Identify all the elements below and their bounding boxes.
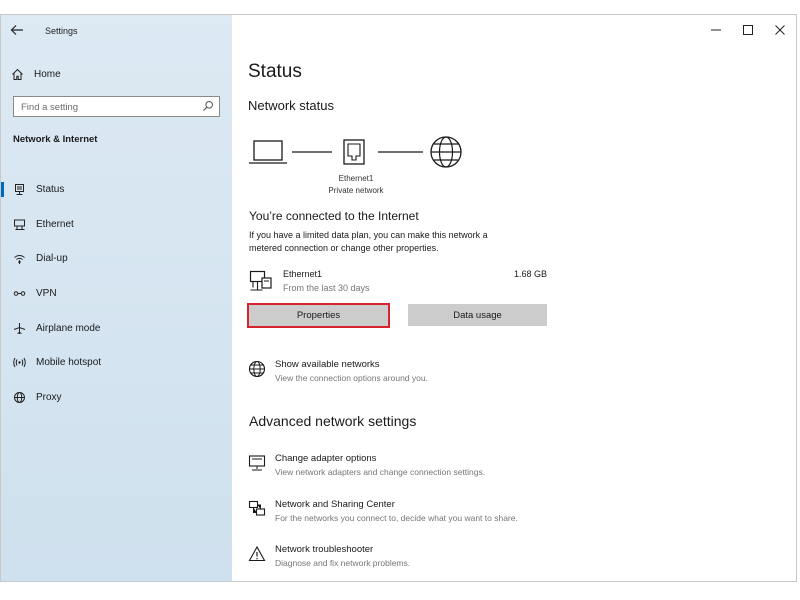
link-title: Change adapter options — [275, 453, 377, 464]
sidebar-item-vpn[interactable] — [1, 276, 232, 311]
adapter-icon — [248, 454, 266, 472]
connection-name: Ethernet1 — [283, 269, 323, 279]
connected-description — [249, 229, 549, 255]
sidebar-item-label: Airplane mode — [36, 322, 101, 334]
sidebar-item-label: Ethernet — [36, 218, 74, 230]
ethernet-port-icon — [344, 140, 364, 164]
search-icon[interactable] — [202, 100, 214, 112]
ethernet-icon — [13, 218, 26, 231]
home-icon — [11, 68, 24, 81]
laptop-icon — [249, 141, 287, 163]
airplane-icon — [13, 322, 26, 335]
sidebar-item-dialup[interactable] — [1, 241, 232, 276]
network-adapter-icon — [249, 270, 273, 292]
sidebar-item-status[interactable] — [1, 172, 232, 207]
link-subtitle: For the networks you connect to, decide what you want to share. — [275, 513, 518, 523]
close-icon — [775, 25, 785, 35]
network-type: Private network — [328, 186, 384, 195]
globe-icon — [13, 391, 26, 404]
status-icon — [13, 183, 26, 196]
change-adapter-options-link[interactable] — [248, 453, 578, 483]
connected-description-line: If you have a limited data plan, you can make this network a — [249, 230, 488, 240]
advanced-heading: Advanced network settings — [249, 413, 417, 429]
link-title: Network and Sharing Center — [275, 499, 395, 510]
sharing-icon — [248, 500, 266, 518]
sidebar-item-label: Mobile hotspot — [36, 357, 102, 369]
internet-globe-icon — [431, 137, 461, 167]
back-button[interactable] — [10, 23, 28, 39]
data-usage-button[interactable]: Data usage — [408, 304, 547, 326]
diagram-caption — [321, 173, 391, 197]
titlebar — [1, 15, 232, 47]
warning-icon — [248, 545, 266, 563]
main-content — [232, 15, 796, 581]
maximize-icon — [743, 25, 753, 35]
settings-window — [0, 14, 797, 582]
network-sharing-center-link[interactable] — [248, 499, 578, 529]
app-title: Settings — [45, 26, 78, 36]
sidebar-item-mobile-hotspot[interactable] — [1, 345, 232, 380]
link-subtitle: Diagnose and fix network problems. — [275, 558, 411, 568]
sidebar-item-label: Status — [36, 183, 65, 195]
close-button[interactable] — [764, 15, 796, 45]
minimize-button[interactable] — [700, 15, 732, 45]
properties-button[interactable]: Properties — [247, 303, 390, 328]
link-subtitle: View the connection options around you. — [275, 373, 428, 383]
network-status-heading: Network status — [248, 98, 334, 113]
sidebar — [1, 15, 232, 581]
sidebar-nav — [1, 172, 232, 415]
section-title: Network & Internet — [13, 134, 98, 145]
window-controls — [700, 15, 796, 45]
link-subtitle: View network adapters and change connection settings. — [275, 467, 486, 477]
globe-icon — [248, 360, 266, 378]
back-arrow-icon — [10, 24, 24, 36]
connected-description-line: metered connection or change other properties. — [249, 243, 439, 253]
connection-row — [249, 268, 547, 298]
sidebar-item-airplane-mode[interactable] — [1, 311, 232, 346]
maximize-button[interactable] — [732, 15, 764, 45]
vpn-icon — [13, 287, 26, 300]
sidebar-item-proxy[interactable] — [1, 380, 232, 415]
connection-period: From the last 30 days — [283, 283, 370, 293]
link-title: Show available networks — [275, 359, 380, 370]
page-title: Status — [248, 61, 302, 82]
sidebar-item-label: Dial-up — [36, 253, 68, 265]
search-box — [13, 96, 220, 117]
minimize-icon — [711, 25, 721, 35]
connected-heading: You’re connected to the Internet — [249, 209, 419, 223]
link-title: Network troubleshooter — [275, 544, 374, 555]
sidebar-item-ethernet[interactable] — [1, 207, 232, 242]
sidebar-item-label: VPN — [36, 287, 57, 299]
hotspot-icon — [13, 356, 26, 369]
sidebar-item-label: Home — [34, 68, 61, 80]
connection-usage: 1.68 GB — [513, 269, 547, 279]
search-input[interactable] — [14, 98, 194, 117]
network-troubleshooter-link[interactable] — [248, 544, 578, 574]
sidebar-item-home[interactable] — [11, 65, 61, 83]
adapter-name: Ethernet1 — [338, 174, 374, 183]
dialup-icon — [13, 252, 26, 265]
sidebar-item-label: Proxy — [36, 391, 62, 403]
show-available-networks-link[interactable] — [248, 359, 578, 389]
